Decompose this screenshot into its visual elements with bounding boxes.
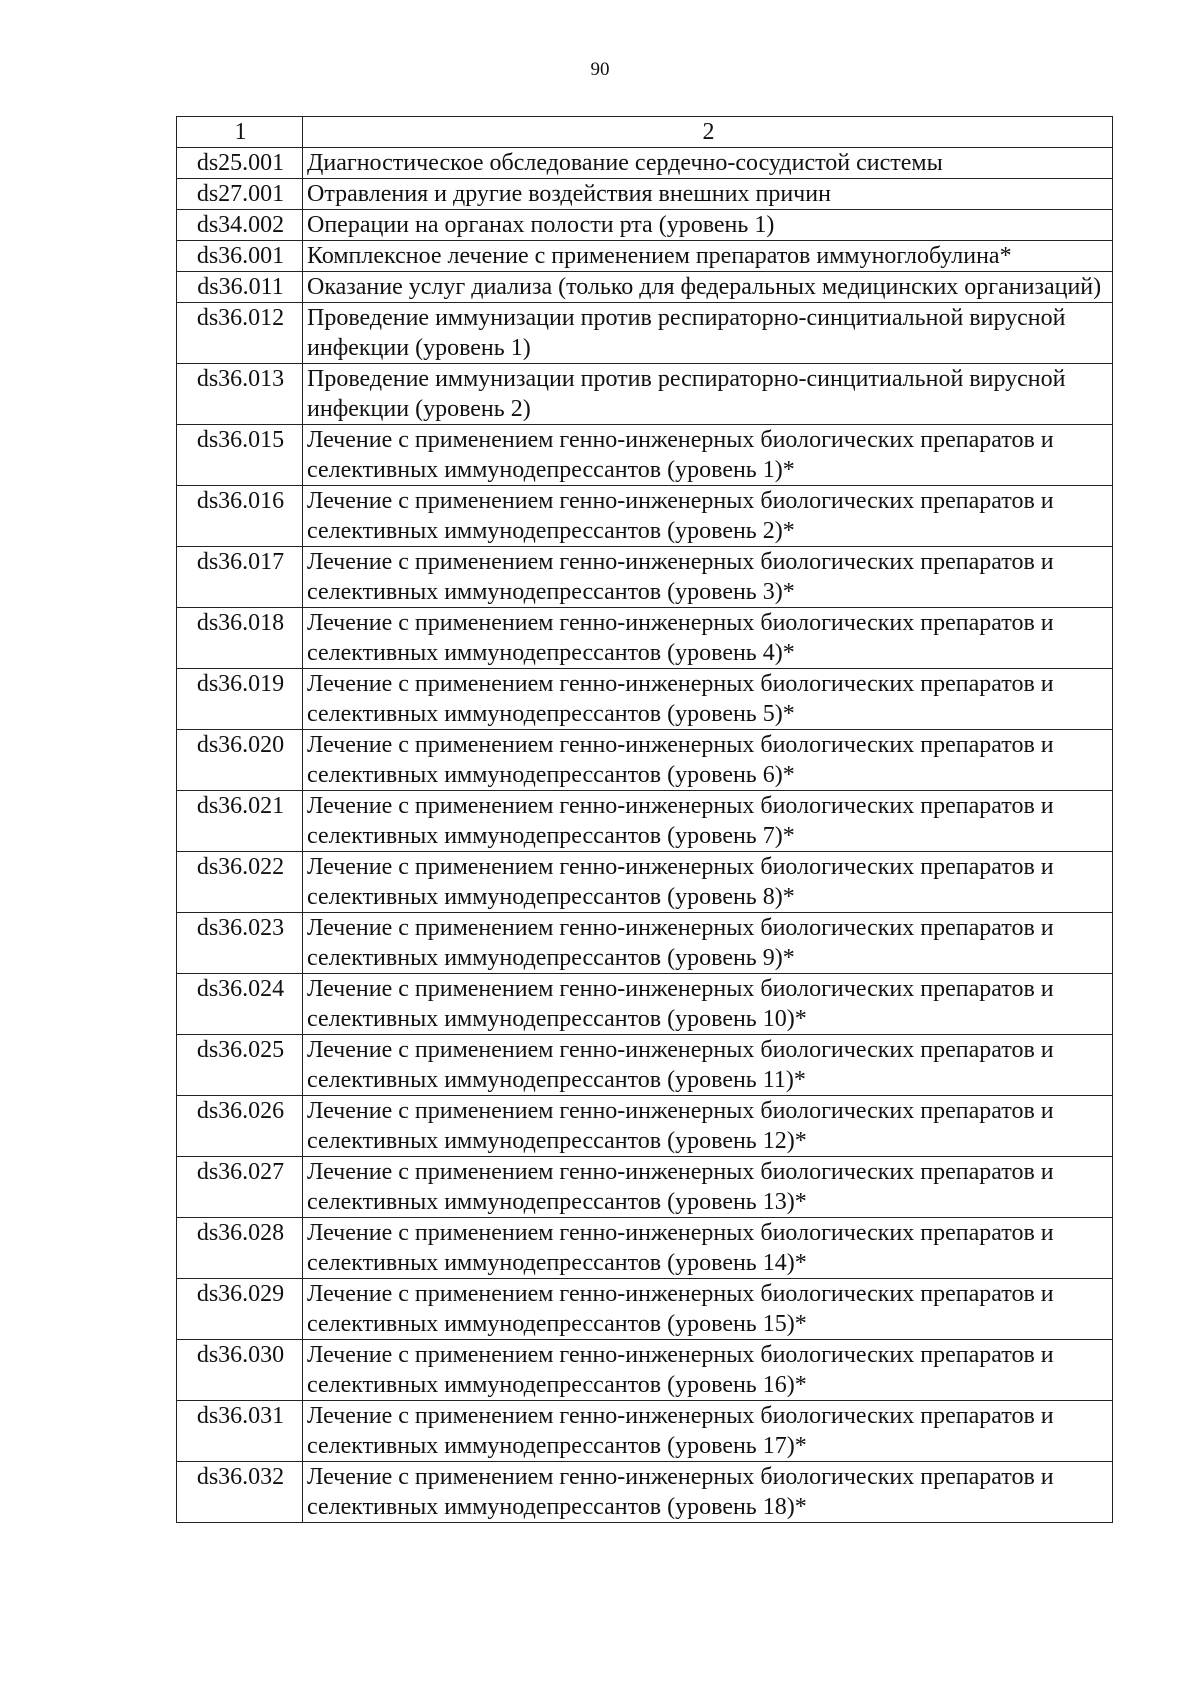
row-description: Проведение иммунизации против респираторно-синцитиальной вирусной инфекции (уровень 2) — [303, 364, 1113, 425]
row-code: ds36.018 — [177, 608, 303, 669]
row-code: ds36.016 — [177, 486, 303, 547]
table-row — [177, 547, 1113, 608]
row-code: ds36.011 — [177, 272, 303, 303]
table-row — [177, 241, 1113, 272]
row-description: Лечение с применением генно-инженерных биологических препаратов и селективных иммунодепрессантов (уровень 17)* — [303, 1401, 1113, 1462]
table-row — [177, 364, 1113, 425]
row-code: ds36.032 — [177, 1462, 303, 1523]
row-code: ds34.002 — [177, 210, 303, 241]
table-row — [177, 272, 1113, 303]
table-row — [177, 486, 1113, 547]
row-description: Лечение с применением генно-инженерных биологических препаратов и селективных иммунодепрессантов (уровень 2)* — [303, 486, 1113, 547]
row-description: Комплексное лечение с применением препаратов иммуноглобулина* — [303, 241, 1113, 272]
row-description: Лечение с применением генно-инженерных биологических препаратов и селективных иммунодепрессантов (уровень 12)* — [303, 1096, 1113, 1157]
row-code: ds36.029 — [177, 1279, 303, 1340]
row-description: Проведение иммунизации против респираторно-синцитиальной вирусной инфекции (уровень 1) — [303, 303, 1113, 364]
row-code: ds36.021 — [177, 791, 303, 852]
row-code: ds36.031 — [177, 1401, 303, 1462]
table-row — [177, 730, 1113, 791]
table-row — [177, 1462, 1113, 1523]
row-code: ds36.017 — [177, 547, 303, 608]
table-row — [177, 210, 1113, 241]
table-row — [177, 669, 1113, 730]
row-code: ds36.019 — [177, 669, 303, 730]
row-description: Лечение с применением генно-инженерных биологических препаратов и селективных иммунодепрессантов (уровень 18)* — [303, 1462, 1113, 1523]
row-code: ds36.027 — [177, 1157, 303, 1218]
row-code: ds36.022 — [177, 852, 303, 913]
row-code: ds36.013 — [177, 364, 303, 425]
row-code: ds36.012 — [177, 303, 303, 364]
row-description: Оказание услуг диализа (только для федеральных медицинских организаций) — [303, 272, 1113, 303]
row-code: ds36.025 — [177, 1035, 303, 1096]
row-description: Лечение с применением генно-инженерных биологических препаратов и селективных иммунодепрессантов (уровень 7)* — [303, 791, 1113, 852]
codes-table — [176, 116, 1113, 1523]
row-code: ds36.020 — [177, 730, 303, 791]
row-code: ds36.024 — [177, 974, 303, 1035]
page-number: 90 — [590, 59, 610, 80]
row-code: ds27.001 — [177, 179, 303, 210]
table-row — [177, 1035, 1113, 1096]
table-row — [177, 425, 1113, 486]
row-description: Лечение с применением генно-инженерных биологических препаратов и селективных иммунодепрессантов (уровень 6)* — [303, 730, 1113, 791]
table-row — [177, 913, 1113, 974]
row-description: Лечение с применением генно-инженерных биологических препаратов и селективных иммунодепрессантов (уровень 9)* — [303, 913, 1113, 974]
row-description: Лечение с применением генно-инженерных биологических препаратов и селективных иммунодепрессантов (уровень 10)* — [303, 974, 1113, 1035]
row-description: Лечение с применением генно-инженерных биологических препаратов и селективных иммунодепрессантов (уровень 4)* — [303, 608, 1113, 669]
row-description: Лечение с применением генно-инженерных биологических препаратов и селективных иммунодепрессантов (уровень 5)* — [303, 669, 1113, 730]
table-row — [177, 148, 1113, 179]
row-description: Лечение с применением генно-инженерных биологических препаратов и селективных иммунодепрессантов (уровень 15)* — [303, 1279, 1113, 1340]
row-description: Операции на органах полости рта (уровень 1) — [303, 210, 1113, 241]
table-row — [177, 1218, 1113, 1279]
table-row — [177, 852, 1113, 913]
row-description: Лечение с применением генно-инженерных биологических препаратов и селективных иммунодепрессантов (уровень 13)* — [303, 1157, 1113, 1218]
table-row — [177, 974, 1113, 1035]
row-description: Лечение с применением генно-инженерных биологических препаратов и селективных иммунодепрессантов (уровень 1)* — [303, 425, 1113, 486]
table-header-row — [177, 117, 1113, 148]
row-description: Лечение с применением генно-инженерных биологических препаратов и селективных иммунодепрессантов (уровень 8)* — [303, 852, 1113, 913]
row-code: ds36.023 — [177, 913, 303, 974]
row-description: Отравления и другие воздействия внешних причин — [303, 179, 1113, 210]
table-row — [177, 608, 1113, 669]
row-code: ds36.030 — [177, 1340, 303, 1401]
row-code: ds36.015 — [177, 425, 303, 486]
column-header-2: 2 — [303, 117, 1113, 148]
table-row — [177, 1157, 1113, 1218]
row-code: ds36.001 — [177, 241, 303, 272]
table-row — [177, 1279, 1113, 1340]
table-row — [177, 303, 1113, 364]
table-row — [177, 179, 1113, 210]
column-header-1: 1 — [177, 117, 303, 148]
row-code: ds36.026 — [177, 1096, 303, 1157]
row-code: ds25.001 — [177, 148, 303, 179]
row-description: Лечение с применением генно-инженерных биологических препаратов и селективных иммунодепрессантов (уровень 3)* — [303, 547, 1113, 608]
row-description: Лечение с применением генно-инженерных биологических препаратов и селективных иммунодепрессантов (уровень 14)* — [303, 1218, 1113, 1279]
row-code: ds36.028 — [177, 1218, 303, 1279]
table-row — [177, 1096, 1113, 1157]
row-description: Лечение с применением генно-инженерных биологических препаратов и селективных иммунодепрессантов (уровень 16)* — [303, 1340, 1113, 1401]
table-row — [177, 791, 1113, 852]
row-description: Диагностическое обследование сердечно-сосудистой системы — [303, 148, 1113, 179]
table-row — [177, 1340, 1113, 1401]
table-row — [177, 1401, 1113, 1462]
row-description: Лечение с применением генно-инженерных биологических препаратов и селективных иммунодепрессантов (уровень 11)* — [303, 1035, 1113, 1096]
